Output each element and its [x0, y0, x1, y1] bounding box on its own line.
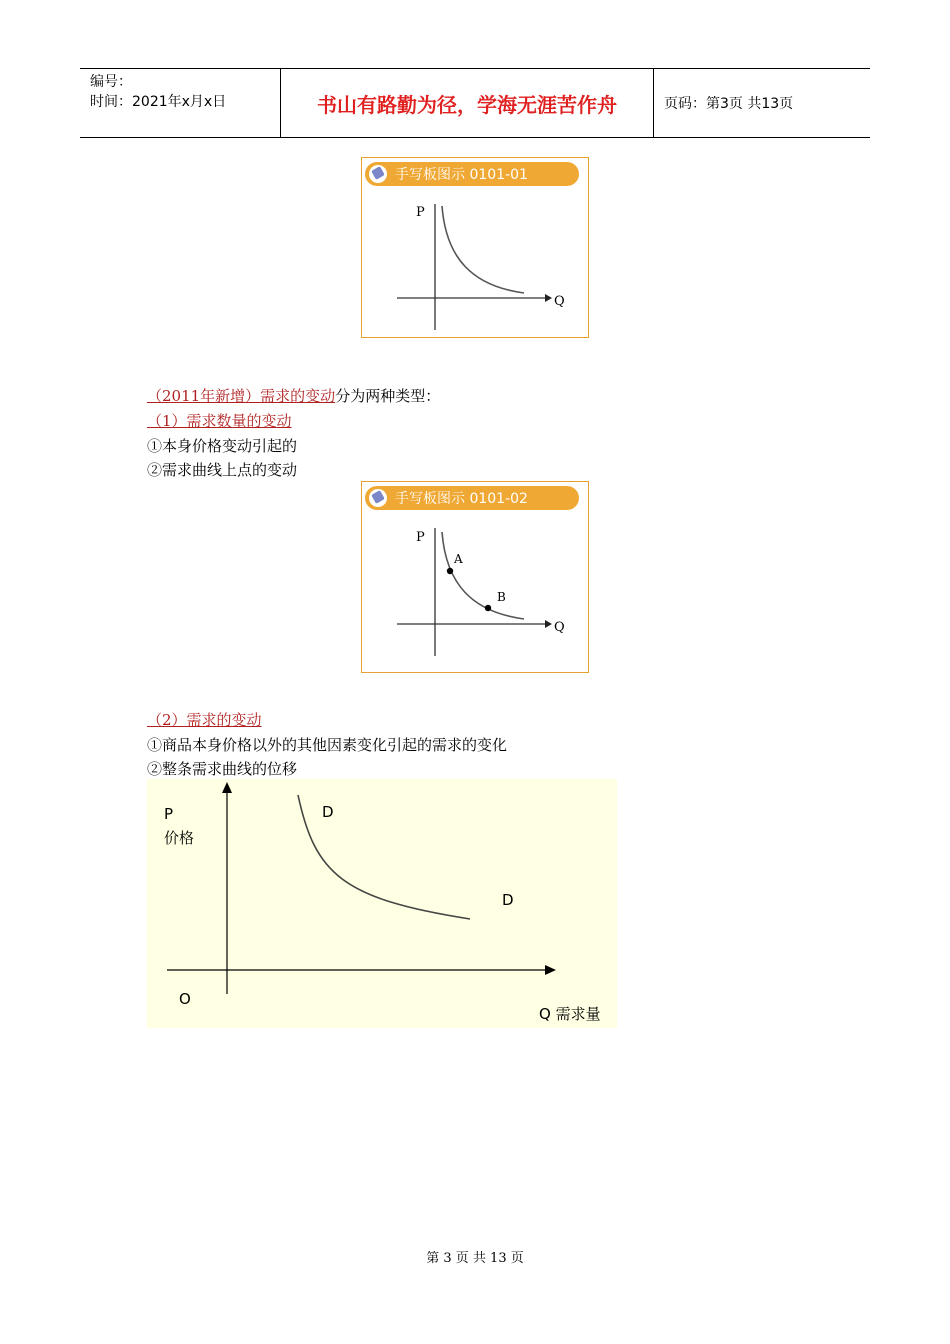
- demand-shift-figure: [147, 779, 617, 1028]
- subsection-1-item-2: ②需求曲线上点的变动: [147, 461, 298, 479]
- p-axis-label: P: [416, 530, 425, 545]
- demand-curve: [442, 532, 524, 619]
- figure-1-badge-text: 手写板图示 0101-01: [395, 167, 528, 183]
- price-label: 价格: [164, 829, 195, 847]
- handwriting-figure-1: [361, 157, 589, 338]
- subsection-2-item-2: ②整条需求曲线的位移: [147, 760, 298, 778]
- point-a: [447, 568, 453, 574]
- q-axis-label: Q: [554, 294, 565, 309]
- curve-d-right-label: D: [502, 891, 514, 909]
- page-indicator: 页码：第3页 共13页: [664, 96, 794, 112]
- intro-link[interactable]: （2011年新增）需求的变动: [147, 387, 336, 405]
- figure-2-graph: [362, 482, 588, 672]
- point-a-label: A: [454, 552, 463, 566]
- curve-d-top-label: D: [322, 803, 334, 821]
- subsection-1-title[interactable]: （1）需求数量的变动: [147, 412, 292, 430]
- point-b: [485, 605, 491, 611]
- origin-label: O: [179, 990, 191, 1008]
- p-axis-label: P: [416, 205, 425, 220]
- quantity-label: Q 需求量: [539, 1005, 601, 1023]
- price-p-label: P: [164, 805, 174, 823]
- subsection-2-title[interactable]: （2）需求的变动: [147, 711, 262, 729]
- x-axis-arrow-icon: [545, 620, 552, 628]
- y-axis-arrow-icon: [222, 782, 232, 793]
- figure-2-badge-text: 手写板图示 0101-02: [395, 491, 528, 507]
- intro-rest: 分为两种类型：: [335, 387, 441, 405]
- motto-title: 书山有路勤为径，学海无涯苦作舟: [281, 69, 654, 137]
- point-b-label: B: [497, 590, 506, 604]
- page-footer: 第 3 页 共 13 页: [426, 1251, 524, 1266]
- time-label: 时间：2021年x月x日: [90, 94, 227, 110]
- subsection-2-item-1: ①商品本身价格以外的其他因素变化引起的需求的变化: [147, 736, 508, 754]
- figure-3-graph: [147, 779, 617, 1028]
- x-axis-arrow-icon: [545, 965, 556, 975]
- number-label: 编号：: [90, 74, 132, 90]
- header-left-cell: [80, 69, 281, 137]
- handwriting-figure-2: [361, 481, 589, 673]
- q-axis-label: Q: [554, 620, 565, 635]
- page-header: [80, 68, 870, 138]
- x-axis-arrow-icon: [545, 294, 552, 302]
- demand-curve: [442, 206, 524, 293]
- subsection-1-item-1: ①本身价格变动引起的: [147, 437, 298, 455]
- figure-1-graph: [362, 158, 588, 337]
- intro-line: [147, 386, 440, 406]
